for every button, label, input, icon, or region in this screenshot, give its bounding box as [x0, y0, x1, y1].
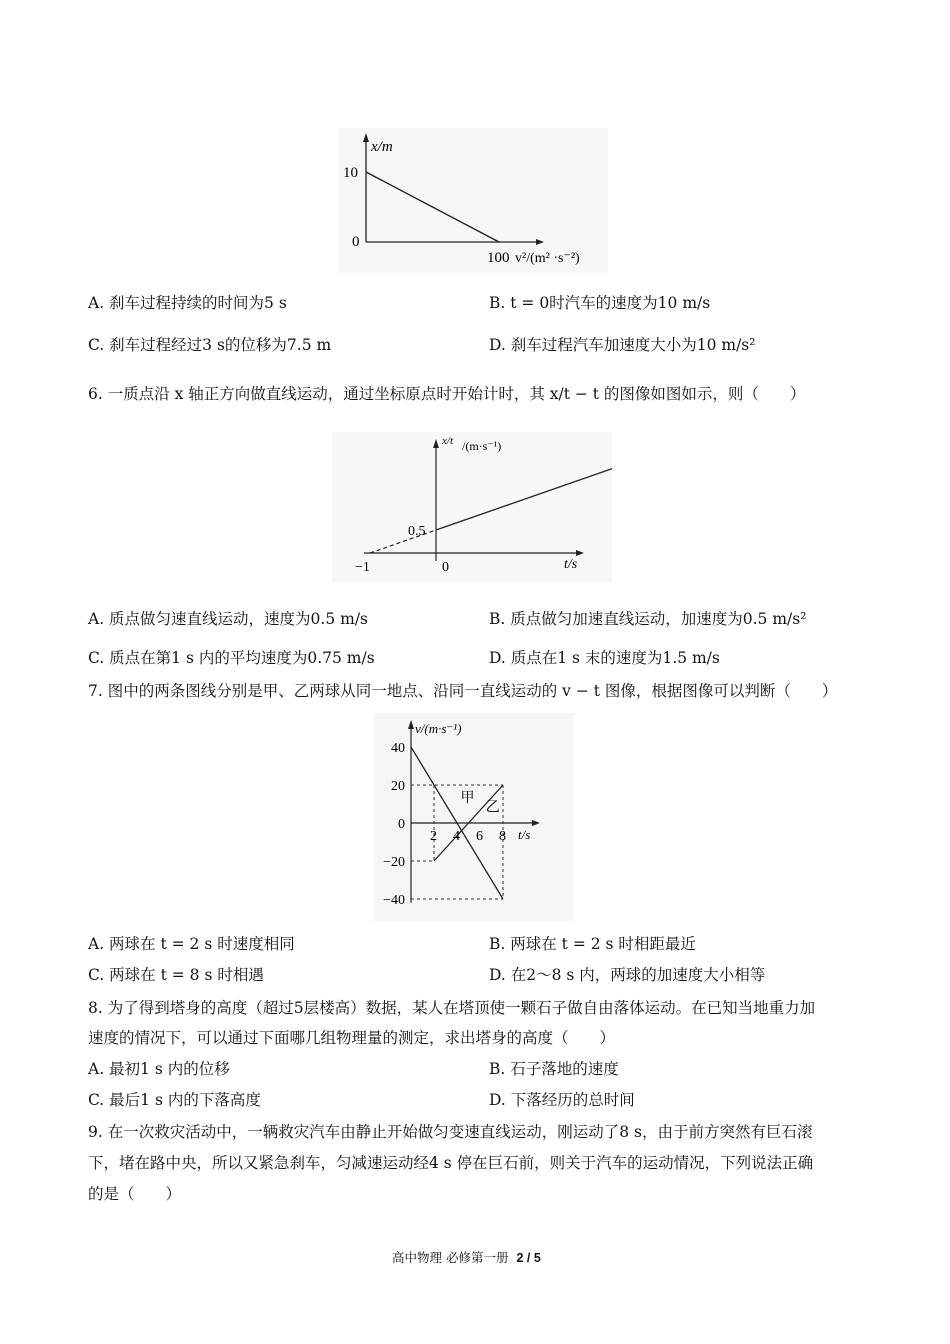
q7-option-d[interactable]: D. 在2～8 s 内，两球的加速度大小相等 [489, 966, 766, 984]
x-axis-label: v²/(m² ·s⁻²) [515, 251, 580, 266]
x-axis-label: t/s [518, 827, 531, 842]
x-tick-label-4: 4 [453, 829, 460, 844]
q6-option-b[interactable]: B. 质点做匀加速直线运动，加速度为0.5 m/s² [489, 610, 807, 628]
x-axis-label: t/s [564, 557, 578, 572]
y-tick-label-3: −20 [383, 855, 405, 870]
q8-option-d[interactable]: D. 下落经历的总时间 [489, 1091, 635, 1109]
q5-option-a[interactable]: A. 刹车过程持续的时间为5 s [88, 294, 287, 312]
q8-option-b[interactable]: B. 石子落地的速度 [489, 1060, 619, 1078]
q6-figure [332, 432, 612, 582]
x-tick-label-2: 2 [430, 829, 437, 844]
x-tick-label-minus1: −1 [355, 560, 370, 575]
y-axis-label-unit: /(m·s⁻¹) [462, 439, 502, 453]
series-label-jia: 甲 [460, 791, 475, 807]
y-tick-label-0: 40 [391, 741, 405, 756]
q7-figure [374, 713, 574, 921]
q8-option-c[interactable]: C. 最后1 s 内的下落高度 [88, 1091, 261, 1109]
page-footer [392, 1248, 541, 1266]
q5-figure [338, 128, 608, 273]
footer-page-number: 2 / 5 [516, 1251, 541, 1265]
q9-stem-line3: 的是（ ） [88, 1185, 182, 1203]
q8-stem-line1: 8. 为了得到塔身的高度（超过5层楼高）数据，某人在塔顶使一颗石子做自由落体运动。在已知当地重力加 [88, 999, 816, 1017]
q9-stem-line1: 9. 在一次救灾活动中，一辆救灾汽车由静止开始做匀变速直线运动，刚运动了8 s，由于前方突然有巨石滚 [88, 1123, 813, 1141]
q7-stem: 7. 图中的两条图线分别是甲、乙两球从同一地点、沿同一直线运动的 v − t 图像，根据图像可以判断（ ） [88, 682, 838, 700]
q7-option-b[interactable]: B. 两球在 t = 2 s 时相距最近 [489, 935, 696, 953]
q6-stem: 6. 一质点沿 x 轴正方向做直线运动，通过坐标原点时开始计时，其 x/t − t 的图像如图如示，则（ ） [88, 385, 806, 403]
y-axis-label: v/(m·s⁻¹) [415, 721, 462, 736]
q8-stem-line2: 速度的情况下，可以通过下面哪几组物理量的测定，求出塔身的高度（ ） [88, 1029, 616, 1047]
y-tick-label-0.5: 0.5 [408, 524, 426, 539]
x-tick-label-100: 100 [487, 250, 510, 266]
y-tick-label-1: 20 [391, 779, 405, 794]
q8-option-a[interactable]: A. 最初1 s 内的位移 [88, 1060, 230, 1078]
q5-option-d[interactable]: D. 刹车过程汽车加速度大小为10 m/s² [489, 336, 756, 354]
q7-option-c[interactable]: C. 两球在 t = 8 s 时相遇 [88, 966, 264, 984]
x-tick-label-0: 0 [442, 560, 449, 575]
q6-option-a[interactable]: A. 质点做匀速直线运动，速度为0.5 m/s [88, 610, 368, 628]
y-tick-label-10: 10 [343, 165, 358, 181]
q9-stem-line2: 下，堵在路中央，所以又紧急刹车，匀减速运动经4 s 停在巨石前，则关于汽车的运动情况，下列说法正确 [88, 1154, 814, 1172]
y-axis-label-fraction: x/t [442, 435, 453, 447]
y-axis-label: x/m [371, 139, 393, 155]
y-tick-label-4: −40 [383, 893, 405, 908]
q5-option-b[interactable]: B. t = 0时汽车的速度为10 m/s [489, 294, 711, 312]
q6-option-d[interactable]: D. 质点在1 s 末的速度为1.5 m/s [489, 649, 720, 667]
q5-option-c[interactable]: C. 刹车过程经过3 s的位移为7.5 m [88, 336, 332, 354]
q7-option-a[interactable]: A. 两球在 t = 2 s 时速度相同 [88, 935, 295, 953]
y-tick-label-2: 0 [398, 817, 405, 832]
series-label-yi: 乙 [485, 800, 500, 816]
footer-title: 高中物理 必修第一册 [392, 1250, 509, 1265]
q6-option-c[interactable]: C. 质点在第1 s 内的平均速度为0.75 m/s [88, 649, 375, 667]
x-tick-label-6: 6 [476, 829, 483, 844]
y-tick-label-0: 0 [352, 234, 360, 250]
x-tick-label-8: 8 [499, 829, 506, 844]
